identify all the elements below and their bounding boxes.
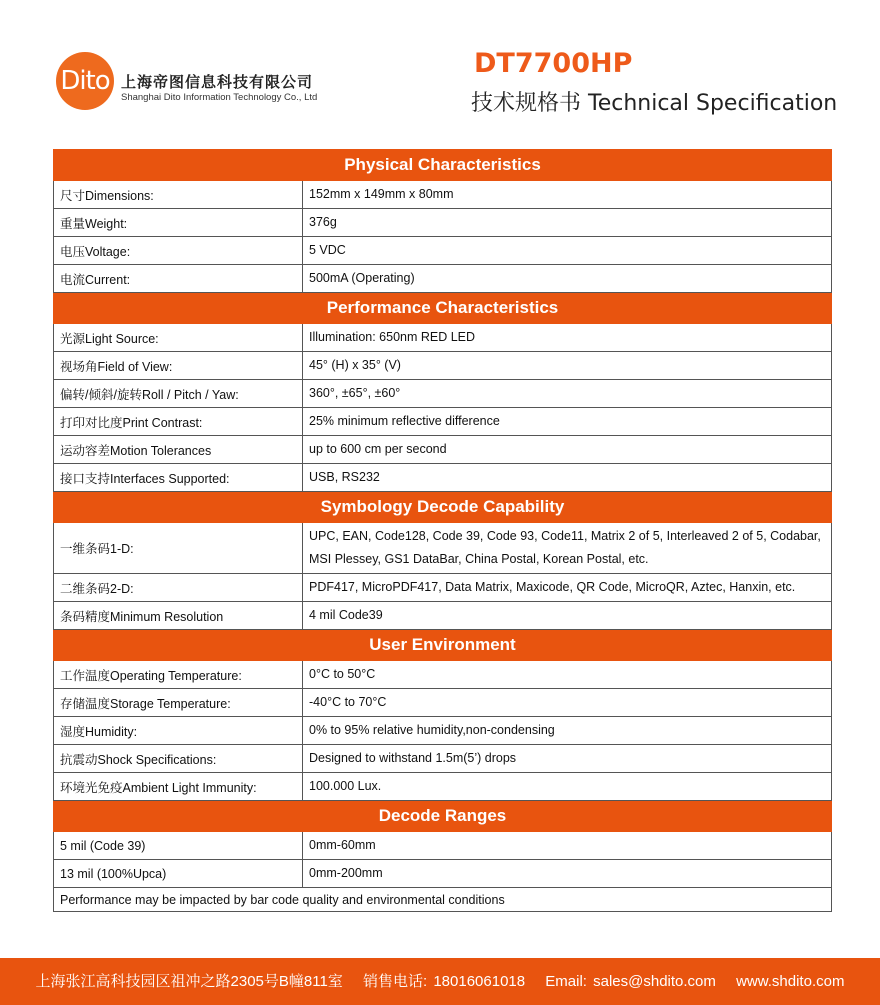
table-row [54,745,832,773]
spec-label: 条码精度Minimum Resolution [54,602,303,630]
spec-label: 工作温度Operating Temperature: [54,661,303,689]
spec-value: 0mm-200mm [303,860,832,888]
spec-value: Illumination: 650nm RED LED [303,324,832,352]
spec-label: 接口支持Interfaces Supported: [54,464,303,492]
table-row [54,237,832,265]
spec-value: 500mA (Operating) [303,265,832,293]
spec-value: 0mm-60mm [303,832,832,860]
section-title: Physical Characteristics [54,150,832,181]
spec-value: 5 VDC [303,237,832,265]
spec-value: PDF417, MicroPDF417, Data Matrix, Maxicode, QR Code, MicroQR, Aztec, Hanxin, etc. [303,574,832,602]
spec-label: 视场角Field of View: [54,352,303,380]
spec-label: 一维条码1-D: [54,523,303,574]
table-row [54,860,832,888]
section-header [54,492,832,523]
section-title: Decode Ranges [54,801,832,832]
spec-value: 45° (H) x 35° (V) [303,352,832,380]
spec-value: 0% to 95% relative humidity,non-condensing [303,717,832,745]
spec-label: 电压Voltage: [54,237,303,265]
table-row [54,380,832,408]
footer-address: 上海张江高科技园区祖冲之路2305号B幢811室 [35,973,343,990]
spec-label: 光源Light Source: [54,324,303,352]
spec-value: 4 mil Code39 [303,602,832,630]
spec-label: 13 mil (100%Upca) [54,860,303,888]
table-row [54,689,832,717]
table-row [54,265,832,293]
spec-label: 尺寸Dimensions: [54,181,303,209]
table-row [54,717,832,745]
note-row [54,888,832,912]
spec-value: 100.000 Lux. [303,773,832,801]
section-title: Symbology Decode Capability [54,492,832,523]
spec-value: -40°C to 70°C [303,689,832,717]
footer [0,958,880,1005]
section-header [54,150,832,181]
table-row [54,408,832,436]
footer-phone: 销售电话: 18016061018 [363,973,526,990]
note: Performance may be impacted by bar code quality and environmental conditions [54,888,832,912]
spec-table [53,149,832,912]
spec-value: Designed to withstand 1.5m(5’) drops [303,745,832,773]
spec-value: up to 600 cm per second [303,436,832,464]
section-header [54,801,832,832]
spec-value: 376g [303,209,832,237]
spec-label: 电流Current: [54,265,303,293]
spec-label: 存储温度Storage Temperature: [54,689,303,717]
document-subtitle: 技术规格书 Technical Specification [471,91,838,116]
spec-value: 152mm x 149mm x 80mm [303,181,832,209]
spec-label: 打印对比度Print Contrast: [54,408,303,436]
table-row [54,436,832,464]
spec-label: 二维条码2-D: [54,574,303,602]
table-row [54,352,832,380]
spec-label: 运动容差Motion Tolerances [54,436,303,464]
spec-label: 抗震动Shock Specifications: [54,745,303,773]
spec-value: 25% minimum reflective difference [303,408,832,436]
footer-email[interactable]: Email: sales@shdito.com [545,973,716,990]
company-logo: Dito [56,52,114,110]
section-header [54,630,832,661]
table-row [54,832,832,860]
spec-value: USB, RS232 [303,464,832,492]
table-row [54,661,832,689]
spec-value: UPC, EAN, Code128, Code 39, Code 93, Code11, Matrix 2 of 5, Interleaved 2 of 5, Codabar, MSI Plessey, GS1 DataBar, China Postal, Korean Postal, etc. [303,523,832,574]
spec-value: 360°, ±65°, ±60° [303,380,832,408]
spec-label: 湿度Humidity: [54,717,303,745]
footer-website[interactable]: www.shdito.com [736,973,845,990]
company-name-en: Shanghai Dito Information Technology Co., Ltd [121,92,318,103]
company-name-cn: 上海帝图信息科技有限公司 [121,74,314,91]
spec-label: 环境光免疫Ambient Light Immunity: [54,773,303,801]
section-title: Performance Characteristics [54,293,832,324]
section-title: User Environment [54,630,832,661]
table-row [54,574,832,602]
table-row [54,523,832,574]
spec-value: 0°C to 50°C [303,661,832,689]
table-row [54,181,832,209]
table-row [54,464,832,492]
table-row [54,209,832,237]
table-row [54,602,832,630]
section-header [54,293,832,324]
model-title: DT7700HP [474,48,633,79]
spec-label: 重量Weight: [54,209,303,237]
table-row [54,773,832,801]
spec-label: 偏转/倾斜/旋转Roll / Pitch / Yaw: [54,380,303,408]
table-row [54,324,832,352]
spec-label: 5 mil (Code 39) [54,832,303,860]
